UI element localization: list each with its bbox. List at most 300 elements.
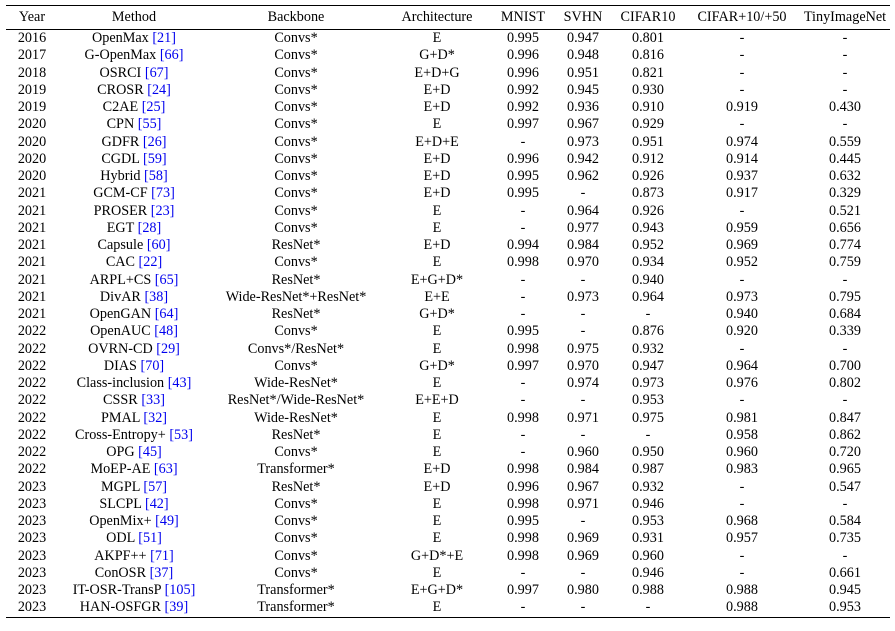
cell-year: 2019 bbox=[17, 81, 47, 98]
cell-mnist: 0.998 bbox=[507, 409, 539, 426]
cell-backbone: Convs* bbox=[274, 47, 318, 64]
citation-link[interactable]: [53] bbox=[169, 426, 193, 443]
cell-backbone: Convs* bbox=[274, 150, 318, 167]
cell-svhn: 0.977 bbox=[567, 219, 599, 236]
cell-architecture: G+D* bbox=[419, 47, 455, 64]
cell-tinyimagenet: 0.759 bbox=[829, 254, 861, 271]
cell-cifar-plus: - bbox=[739, 564, 745, 581]
cell-svhn: - bbox=[580, 599, 586, 616]
cell-method bbox=[58, 116, 210, 133]
cell-svhn: - bbox=[580, 426, 586, 443]
cell-svhn: 0.971 bbox=[567, 409, 599, 426]
cell-backbone: Convs* bbox=[274, 323, 318, 340]
cell-cifar10: 0.973 bbox=[632, 375, 664, 392]
cell-cifar-plus: 0.959 bbox=[726, 219, 758, 236]
cell-svhn: - bbox=[580, 306, 586, 323]
cell-architecture: G+D* bbox=[419, 357, 455, 374]
cell-cifar10: 0.816 bbox=[632, 47, 664, 64]
cell-cifar-plus: 0.973 bbox=[726, 288, 758, 305]
cell-mnist: 0.996 bbox=[507, 150, 539, 167]
cell-architecture: E+D bbox=[423, 461, 451, 478]
cell-mnist: 0.998 bbox=[507, 254, 539, 271]
cell-backbone: Convs* bbox=[274, 30, 318, 47]
cell-svhn: 0.973 bbox=[567, 133, 599, 150]
cell-cifar-plus: - bbox=[739, 64, 745, 81]
cell-tinyimagenet: 0.774 bbox=[829, 237, 861, 254]
cell-year: 2022 bbox=[17, 375, 47, 392]
cell-cifar-plus: - bbox=[739, 116, 745, 133]
cell-method bbox=[58, 565, 210, 582]
cell-architecture: E+D+E bbox=[415, 133, 459, 150]
cell-svhn: 0.984 bbox=[567, 461, 599, 478]
cell-cifar-plus: - bbox=[739, 81, 745, 98]
method-name: AKPF++ bbox=[94, 547, 151, 564]
cell-method bbox=[58, 444, 210, 461]
cell-cifar10: 0.987 bbox=[632, 461, 664, 478]
cell-mnist: - bbox=[520, 564, 526, 581]
cell-tinyimagenet: 0.953 bbox=[829, 599, 861, 616]
cell-cifar10: - bbox=[645, 599, 651, 616]
cell-backbone: ResNet* bbox=[271, 426, 321, 443]
cell-mnist: - bbox=[520, 219, 526, 236]
cell-mnist: - bbox=[520, 426, 526, 443]
cell-cifar-plus: 0.988 bbox=[726, 582, 758, 599]
cell-cifar-plus: 0.969 bbox=[726, 237, 758, 254]
method-name: ARPL+CS bbox=[89, 271, 155, 288]
header-year: Year bbox=[18, 9, 46, 25]
cell-cifar-plus: 0.964 bbox=[726, 357, 758, 374]
table-row bbox=[6, 341, 890, 358]
cell-architecture: E bbox=[432, 599, 442, 616]
table-row bbox=[6, 599, 890, 617]
table-row bbox=[6, 99, 890, 116]
cell-method bbox=[58, 254, 210, 271]
citation-link[interactable]: [38] bbox=[144, 288, 169, 305]
cell-svhn: - bbox=[580, 392, 586, 409]
cell-method bbox=[58, 134, 210, 151]
cell-mnist: 0.997 bbox=[507, 116, 539, 133]
cell-method bbox=[58, 410, 210, 427]
cell-method bbox=[58, 479, 210, 496]
cell-architecture: E bbox=[432, 530, 442, 547]
cell-method bbox=[58, 65, 210, 82]
method-name: Cross-Entropy+ bbox=[75, 426, 170, 443]
cell-year: 2019 bbox=[17, 99, 47, 116]
method-name: PROSER bbox=[93, 202, 151, 219]
cell-svhn: - bbox=[580, 323, 586, 340]
table-row bbox=[6, 548, 890, 565]
cell-tinyimagenet: - bbox=[842, 495, 848, 512]
cell-cifar10: 0.960 bbox=[632, 547, 664, 564]
cell-method bbox=[58, 47, 210, 64]
cell-year: 2020 bbox=[17, 168, 47, 185]
citation-link[interactable]: [39] bbox=[164, 599, 189, 616]
cell-tinyimagenet: 0.329 bbox=[829, 185, 861, 202]
cell-architecture: G+D* bbox=[419, 306, 455, 323]
cell-tinyimagenet: 0.965 bbox=[829, 461, 861, 478]
cell-cifar10: 0.934 bbox=[632, 254, 664, 271]
cell-backbone: Convs* bbox=[274, 530, 318, 547]
cell-svhn: 0.967 bbox=[567, 116, 599, 133]
table-row bbox=[6, 220, 890, 237]
cell-cifar10: 0.975 bbox=[632, 409, 664, 426]
cell-backbone: Convs*/ResNet* bbox=[247, 340, 345, 357]
cell-method bbox=[58, 530, 210, 547]
cell-mnist: - bbox=[520, 271, 526, 288]
cell-tinyimagenet: - bbox=[842, 392, 848, 409]
cell-method bbox=[58, 237, 210, 254]
cell-tinyimagenet: 0.632 bbox=[829, 168, 861, 185]
cell-method bbox=[58, 272, 210, 289]
citation-link[interactable]: [51] bbox=[138, 530, 162, 547]
citation-link[interactable]: [64] bbox=[154, 306, 179, 323]
cell-year: 2022 bbox=[17, 323, 47, 340]
cell-backbone: ResNet* bbox=[271, 237, 321, 254]
cell-cifar10: 0.946 bbox=[632, 495, 664, 512]
cell-svhn: 0.947 bbox=[567, 30, 599, 47]
method-name: CPN bbox=[106, 116, 138, 133]
cell-method bbox=[58, 306, 210, 323]
cell-year: 2016 bbox=[17, 30, 47, 47]
cell-backbone: ResNet* bbox=[271, 306, 321, 323]
cell-architecture: E+D bbox=[423, 150, 451, 167]
cell-backbone: Convs* bbox=[274, 64, 318, 81]
method-name: CROSR bbox=[97, 81, 148, 98]
cell-tinyimagenet: 0.339 bbox=[829, 323, 861, 340]
cell-architecture: E+D+G bbox=[414, 64, 460, 81]
cell-tinyimagenet: - bbox=[842, 547, 848, 564]
cell-architecture: E bbox=[432, 564, 442, 581]
cell-year: 2023 bbox=[17, 513, 47, 530]
table-row bbox=[6, 306, 890, 323]
cell-cifar-plus: - bbox=[739, 478, 745, 495]
cell-cifar10: 0.910 bbox=[632, 99, 664, 116]
table-row bbox=[6, 565, 890, 582]
cell-architecture: E bbox=[432, 254, 442, 271]
citation-link[interactable]: [65] bbox=[154, 271, 179, 288]
citation-link[interactable]: [37] bbox=[149, 564, 174, 581]
cell-year: 2022 bbox=[17, 340, 47, 357]
cell-architecture: E+D bbox=[423, 81, 451, 98]
cell-backbone: Convs* bbox=[274, 254, 318, 271]
cell-method bbox=[58, 375, 210, 392]
table-row bbox=[6, 358, 890, 375]
cell-backbone: Convs* bbox=[274, 185, 318, 202]
citation-link[interactable]: [23] bbox=[150, 202, 175, 219]
cell-method bbox=[58, 548, 210, 565]
cell-year: 2018 bbox=[17, 64, 47, 81]
method-name: Capsule bbox=[97, 237, 147, 254]
table-row bbox=[6, 479, 890, 496]
cell-cifar-plus: 0.940 bbox=[726, 306, 758, 323]
header-backbone: Backbone bbox=[267, 9, 325, 25]
citation-link[interactable]: [59] bbox=[143, 150, 167, 167]
cell-cifar-plus: 0.919 bbox=[726, 99, 758, 116]
cell-cifar10: 0.912 bbox=[632, 150, 664, 167]
cell-architecture: E bbox=[432, 116, 442, 133]
method-name: MGPL bbox=[100, 478, 144, 495]
method-name: OpenMix+ bbox=[89, 513, 156, 530]
cell-mnist: 0.995 bbox=[507, 168, 539, 185]
citation-link[interactable]: [45] bbox=[138, 444, 162, 461]
cell-backbone: Convs* bbox=[274, 219, 318, 236]
citation-link[interactable]: [73] bbox=[151, 185, 175, 202]
table-row bbox=[6, 375, 890, 392]
cell-year: 2023 bbox=[17, 547, 47, 564]
cell-architecture: E bbox=[432, 219, 442, 236]
method-name: IT-OSR-TransP bbox=[72, 582, 165, 599]
cell-cifar10: 0.988 bbox=[632, 582, 664, 599]
citation-link[interactable]: [71] bbox=[150, 547, 174, 564]
cell-year: 2023 bbox=[17, 495, 47, 512]
cell-mnist: 0.998 bbox=[507, 461, 539, 478]
table-row bbox=[6, 444, 890, 461]
cell-mnist: - bbox=[520, 444, 526, 461]
cell-backbone: Convs* bbox=[274, 444, 318, 461]
cell-backbone: ResNet* bbox=[271, 478, 321, 495]
cell-tinyimagenet: 0.945 bbox=[829, 582, 861, 599]
citation-link[interactable]: [70] bbox=[140, 357, 165, 374]
cell-method bbox=[58, 513, 210, 530]
table-row bbox=[6, 461, 890, 478]
cell-cifar10: 0.926 bbox=[632, 202, 664, 219]
cell-tinyimagenet: 0.700 bbox=[829, 357, 861, 374]
cell-mnist: - bbox=[520, 133, 526, 150]
method-name: OVRN-CD bbox=[88, 340, 157, 357]
method-name: DivAR bbox=[99, 288, 145, 305]
cell-architecture: E+E+D bbox=[415, 392, 459, 409]
method-name: GCM-CF bbox=[93, 185, 152, 202]
cell-method bbox=[58, 392, 210, 409]
cell-cifar10: 0.932 bbox=[632, 478, 664, 495]
cell-cifar-plus: 0.968 bbox=[726, 513, 758, 530]
cell-mnist: 0.995 bbox=[507, 323, 539, 340]
cell-svhn: 0.960 bbox=[567, 444, 599, 461]
cell-year: 2021 bbox=[17, 185, 47, 202]
cell-year: 2021 bbox=[17, 288, 47, 305]
method-name: SLCPL bbox=[99, 495, 145, 512]
header-mnist: MNIST bbox=[500, 9, 546, 25]
cell-method bbox=[58, 82, 210, 99]
cell-tinyimagenet: 0.584 bbox=[829, 513, 861, 530]
cell-svhn: 0.969 bbox=[567, 547, 599, 564]
cell-mnist: - bbox=[520, 202, 526, 219]
cell-cifar10: 0.932 bbox=[632, 340, 664, 357]
citation-link[interactable]: [28] bbox=[137, 219, 162, 236]
cell-cifar10: 0.946 bbox=[632, 564, 664, 581]
cell-cifar-plus: - bbox=[739, 495, 745, 512]
cell-backbone: ResNet* bbox=[271, 271, 321, 288]
cell-backbone: Convs* bbox=[274, 99, 318, 116]
cell-tinyimagenet: - bbox=[842, 64, 848, 81]
cell-year: 2022 bbox=[17, 461, 47, 478]
cell-backbone: Wide-ResNet* bbox=[254, 375, 338, 392]
cell-tinyimagenet: 0.847 bbox=[829, 409, 861, 426]
method-name: PMAL bbox=[100, 409, 144, 426]
citation-link[interactable]: [48] bbox=[154, 323, 178, 340]
cell-year: 2020 bbox=[17, 150, 47, 167]
method-name: G-OpenMax bbox=[84, 47, 160, 64]
cell-architecture: E+D bbox=[423, 99, 451, 116]
cell-architecture: E bbox=[432, 323, 442, 340]
method-name: C2AE bbox=[102, 99, 142, 116]
cell-architecture: E bbox=[432, 513, 442, 530]
method-name: OPG bbox=[106, 444, 139, 461]
cell-tinyimagenet: 0.684 bbox=[829, 306, 861, 323]
cell-backbone: Convs* bbox=[274, 564, 318, 581]
cell-cifar10: 0.926 bbox=[632, 168, 664, 185]
cell-architecture: E+D bbox=[423, 168, 451, 185]
cell-svhn: 0.970 bbox=[567, 254, 599, 271]
cell-method bbox=[58, 323, 210, 340]
cell-cifar10: 0.953 bbox=[632, 392, 664, 409]
cell-tinyimagenet: - bbox=[842, 47, 848, 64]
method-name: Class-inclusion bbox=[76, 375, 168, 392]
cell-architecture: E bbox=[432, 426, 442, 443]
citation-link[interactable]: [60] bbox=[146, 237, 171, 254]
cell-year: 2022 bbox=[17, 426, 47, 443]
cell-architecture: E bbox=[432, 495, 442, 512]
citation-link[interactable]: [43] bbox=[167, 375, 192, 392]
method-name: Hybrid bbox=[100, 168, 145, 185]
cell-svhn: 0.980 bbox=[567, 582, 599, 599]
cell-svhn: 0.948 bbox=[567, 47, 599, 64]
cell-cifar-plus: - bbox=[739, 547, 745, 564]
cell-year: 2023 bbox=[17, 564, 47, 581]
citation-link[interactable]: [105] bbox=[164, 582, 196, 599]
table-row bbox=[6, 392, 890, 409]
cell-cifar10: 0.929 bbox=[632, 116, 664, 133]
table-row bbox=[6, 185, 890, 202]
cell-year: 2022 bbox=[17, 409, 47, 426]
cell-cifar-plus: 0.917 bbox=[726, 185, 758, 202]
citation-link[interactable]: [26] bbox=[142, 133, 167, 150]
cell-year: 2023 bbox=[17, 478, 47, 495]
cell-year: 2022 bbox=[17, 392, 47, 409]
cell-cifar10: 0.876 bbox=[632, 323, 664, 340]
cell-backbone: Convs* bbox=[274, 547, 318, 564]
cell-mnist: 0.995 bbox=[507, 185, 539, 202]
header-cifar-plus: CIFAR+10/+50 bbox=[697, 9, 787, 25]
cell-cifar10: 0.964 bbox=[632, 288, 664, 305]
cell-tinyimagenet: - bbox=[842, 116, 848, 133]
citation-link[interactable]: [58] bbox=[144, 168, 168, 185]
cell-cifar-plus: - bbox=[739, 340, 745, 357]
cell-svhn: 0.969 bbox=[567, 530, 599, 547]
cell-cifar-plus: 0.983 bbox=[726, 461, 758, 478]
cell-mnist: - bbox=[520, 306, 526, 323]
cell-mnist: - bbox=[520, 392, 526, 409]
header-cifar10: CIFAR10 bbox=[620, 9, 676, 25]
table-row bbox=[6, 289, 890, 306]
citation-link[interactable]: [22] bbox=[138, 254, 163, 271]
cell-mnist: 0.998 bbox=[507, 547, 539, 564]
cell-backbone: Convs* bbox=[274, 168, 318, 185]
citation-link[interactable]: [55] bbox=[137, 116, 162, 133]
cell-method bbox=[58, 599, 210, 617]
citation-link[interactable]: [66] bbox=[159, 47, 184, 64]
cell-cifar-plus: - bbox=[739, 271, 745, 288]
cell-cifar-plus: 0.914 bbox=[726, 150, 758, 167]
cell-mnist: 0.998 bbox=[507, 495, 539, 512]
citation-link[interactable]: [29] bbox=[156, 340, 180, 357]
cell-method bbox=[58, 151, 210, 168]
citation-link[interactable]: [21] bbox=[152, 30, 176, 47]
cell-architecture: E+E bbox=[424, 288, 450, 305]
cell-method bbox=[58, 185, 210, 202]
cell-cifar10: 0.931 bbox=[632, 530, 664, 547]
method-name: CAC bbox=[105, 254, 139, 271]
cell-backbone: Convs* bbox=[274, 202, 318, 219]
citation-link[interactable]: [63] bbox=[153, 461, 178, 478]
cell-backbone: Transformer* bbox=[257, 461, 335, 478]
cell-svhn: 0.967 bbox=[567, 478, 599, 495]
cell-year: 2023 bbox=[17, 582, 47, 599]
cell-cifar-plus: 0.981 bbox=[726, 409, 758, 426]
cell-cifar-plus: 0.974 bbox=[726, 133, 758, 150]
cell-svhn: 0.962 bbox=[567, 168, 599, 185]
header-method: Method bbox=[111, 9, 157, 25]
table-row bbox=[6, 151, 890, 168]
table-row bbox=[6, 30, 890, 48]
cell-svhn: 0.973 bbox=[567, 288, 599, 305]
table-row bbox=[6, 410, 890, 427]
method-name: OSRCI bbox=[99, 64, 145, 81]
cell-mnist: 0.994 bbox=[507, 237, 539, 254]
cell-svhn: 0.951 bbox=[567, 64, 599, 81]
cell-year: 2022 bbox=[17, 357, 47, 374]
cell-method bbox=[58, 30, 210, 48]
cell-svhn: 0.936 bbox=[567, 99, 599, 116]
cell-year: 2023 bbox=[17, 599, 47, 616]
cell-cifar10: 0.950 bbox=[632, 444, 664, 461]
citation-link[interactable]: [32] bbox=[143, 409, 168, 426]
cell-backbone: Convs* bbox=[274, 513, 318, 530]
cell-year: 2023 bbox=[17, 530, 47, 547]
header-svhn: SVHN bbox=[563, 9, 603, 25]
table-row bbox=[6, 82, 890, 99]
cell-mnist: 0.995 bbox=[507, 513, 539, 530]
table-row bbox=[6, 47, 890, 64]
cell-svhn: 0.975 bbox=[567, 340, 599, 357]
citation-link[interactable]: [24] bbox=[147, 81, 171, 98]
cell-tinyimagenet: - bbox=[842, 30, 848, 47]
method-name: GDFR bbox=[101, 133, 143, 150]
cell-year: 2020 bbox=[17, 133, 47, 150]
citation-link[interactable]: [33] bbox=[141, 392, 165, 409]
citation-link[interactable]: [67] bbox=[144, 64, 169, 81]
method-name: OpenMax bbox=[92, 30, 153, 47]
cell-architecture: E bbox=[432, 444, 442, 461]
table-row bbox=[6, 116, 890, 133]
cell-year: 2021 bbox=[17, 219, 47, 236]
cell-method bbox=[58, 496, 210, 513]
citation-link[interactable]: [49] bbox=[155, 513, 179, 530]
cell-mnist: - bbox=[520, 375, 526, 392]
table-row bbox=[6, 203, 890, 220]
cell-backbone: Wide-ResNet*+ResNet* bbox=[225, 288, 367, 305]
citation-link[interactable]: [42] bbox=[144, 495, 169, 512]
cell-cifar-plus: 0.958 bbox=[726, 426, 758, 443]
cell-cifar10: 0.801 bbox=[632, 30, 664, 47]
citation-link[interactable]: [57] bbox=[143, 478, 168, 495]
method-name: OpenGAN bbox=[89, 306, 155, 323]
table-row bbox=[6, 272, 890, 289]
cell-svhn: - bbox=[580, 564, 586, 581]
method-name: ODL bbox=[106, 530, 139, 547]
cell-cifar10: 0.952 bbox=[632, 237, 664, 254]
citation-link[interactable]: [25] bbox=[141, 99, 166, 116]
